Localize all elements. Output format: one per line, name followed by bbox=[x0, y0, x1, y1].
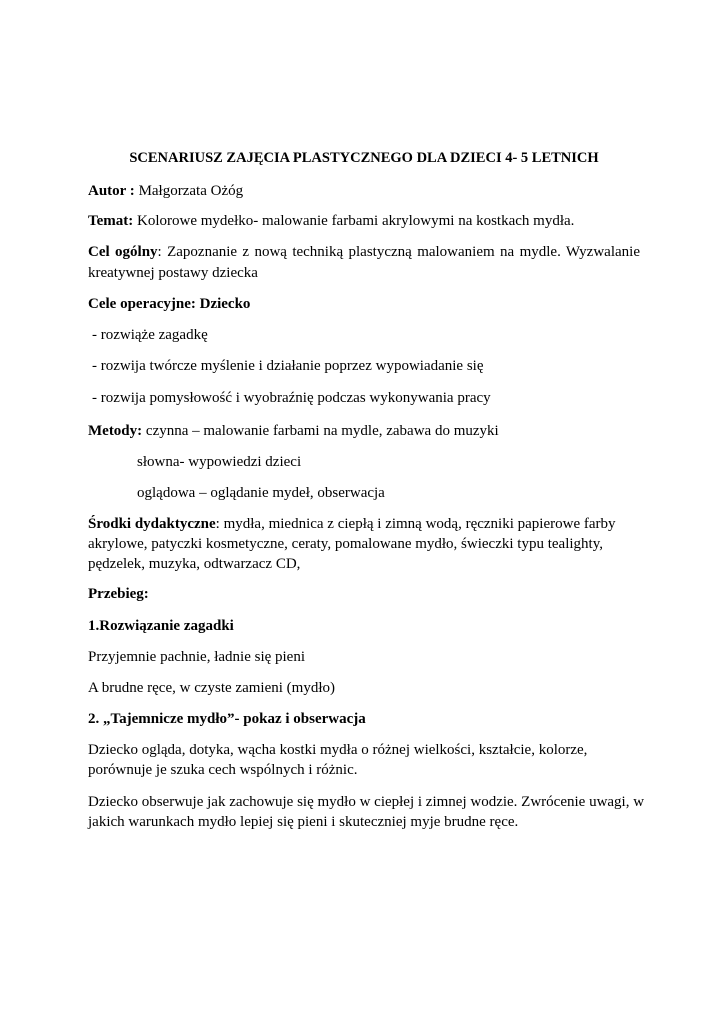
author-label: Autor : bbox=[88, 183, 135, 199]
methods-visual: oglądowa – oglądanie mydeł, obserwacja bbox=[137, 485, 385, 501]
materials-line-3: pędzelek, muzyka, odtwarzacz CD, bbox=[88, 556, 301, 572]
section-2-paragraph-2-line-2: jakich warunkach mydło lepiej się pieni i skuteczniej myje brudne ręce. bbox=[88, 814, 519, 830]
section-1-heading: 1.Rozwiązanie zagadki bbox=[88, 618, 234, 634]
materials-label: Środki dydaktyczne bbox=[88, 516, 216, 532]
materials-text: : mydła, miednica z ciepłą i zimną wodą, ręczniki papierowe farby bbox=[215, 516, 616, 532]
general-goal-line-2: kreatywnej postawy dziecka bbox=[88, 265, 258, 281]
document-title: SCENARIUSZ ZAJĘCIA PLASTYCZNEGO DLA DZIECI 4- 5 LETNICH bbox=[129, 150, 599, 166]
topic-line bbox=[88, 211, 640, 231]
riddle-line-2: A brudne ręce, w czyste zamieni (mydło) bbox=[88, 680, 335, 696]
general-goal-text: : Zapoznanie z nową techniką plastyczną malowaniem na mydle. Wyzwalanie bbox=[157, 244, 640, 260]
materials-line-1 bbox=[88, 514, 640, 534]
methods-active: czynna – malowanie farbami na mydle, zabawa do muzyki bbox=[142, 423, 499, 439]
methods-label: Metody: bbox=[88, 423, 143, 439]
section-2-paragraph-2-line-1: Dziecko obserwuje jak zachowuje się mydło w ciepłej i zimnej wodzie. Zwrócenie uwagi, w bbox=[88, 794, 645, 810]
operational-goal-item: - rozwija twórcze myślenie i działanie poprzez wypowiadanie się bbox=[92, 358, 484, 374]
operational-goal-item: - rozwiąże zagadkę bbox=[92, 327, 208, 343]
author-value: Małgorzata Ożóg bbox=[134, 183, 244, 199]
operational-goals-heading: Cele operacyjne: Dziecko bbox=[88, 296, 251, 312]
section-2-paragraph-1-line-1: Dziecko ogląda, dotyka, wącha kostki mydła o różnej wielkości, kształcie, kolorze, bbox=[88, 742, 588, 758]
methods-verbal: słowna- wypowiedzi dzieci bbox=[137, 454, 302, 470]
general-goal-label: Cel ogólny bbox=[88, 244, 158, 260]
operational-goal-item: - rozwija pomysłowość i wyobraźnię podczas wykonywania pracy bbox=[92, 390, 491, 406]
topic-label: Temat: bbox=[88, 213, 134, 229]
section-2-heading: 2. „Tajemnicze mydło”- pokaz i obserwacja bbox=[88, 711, 366, 727]
course-heading: Przebieg: bbox=[88, 586, 149, 602]
author-line bbox=[88, 181, 640, 201]
materials-line-2: akrylowe, patyczki kosmetyczne, ceraty, pomalowane mydło, świeczki typu tealighty, bbox=[88, 536, 603, 552]
riddle-line-1: Przyjemnie pachnie, ładnie się pieni bbox=[88, 649, 306, 665]
general-goal-line-1 bbox=[88, 242, 640, 262]
section-2-paragraph-1-line-2: porównuje je szuka cech wspólnych i różnic. bbox=[88, 762, 358, 778]
methods-line bbox=[88, 421, 640, 441]
topic-value: Kolorowe mydełko- malowanie farbami akrylowymi na kostkach mydła. bbox=[133, 213, 575, 229]
